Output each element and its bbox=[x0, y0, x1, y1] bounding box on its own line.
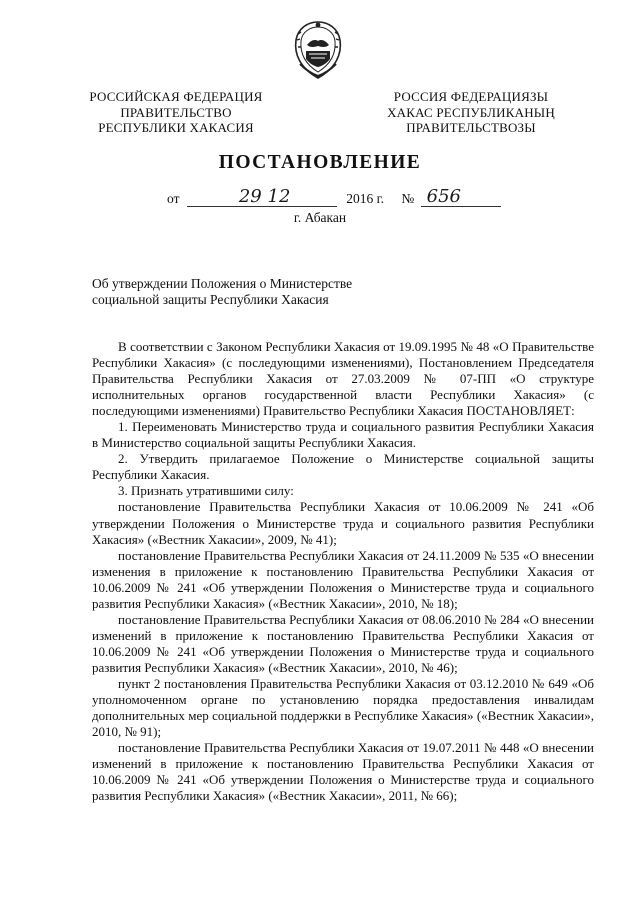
year-label: 2016 г. bbox=[346, 191, 384, 206]
repealed-item-3: постановление Правительства Республики Хакасия от 08.06.2010 № 284 «О внесении изменений в приложение к постановлению Правительства Республики Хакасия от 10.06.2009 № 241 «Об утверждении Положения о Министерстве труда и социального развития Республики Хакасия» («Вестник Хакасии», 2010, № 46); bbox=[92, 611, 594, 675]
number-blank bbox=[421, 186, 501, 207]
header-khakas bbox=[380, 89, 562, 136]
city-label: г. Абакан bbox=[293, 210, 347, 225]
repealed-item-4: пункт 2 постановления Правительства Республики Хакасия от 03.12.2010 № 649 «Об уполномоченном органе по установлению порядка предоставления инвалидам дополнительных мер социальной поддержки в Республике Хакасия» («Вестник Хакасии», 2010, № 91); bbox=[92, 675, 594, 740]
header-ru-line-1: РОССИЙСКАЯ ФЕДЕРАЦИЯ bbox=[89, 89, 263, 104]
header-ru-line-2: ПРАВИТЕЛЬСТВО bbox=[120, 104, 232, 120]
clause-1-paragraph: 1. Переименовать Министерство труда и социального развития Республики Хакасия в Министерство социальной защиты Республики Хакасия. bbox=[92, 419, 594, 451]
clause-2-paragraph: 2. Утвердить прилагаемое Положение о Министерстве социальной защиты Республики Хакасия. bbox=[92, 451, 594, 483]
header-khakas-line-1: РОССИЯ ФЕДЕРАЦИЯЗЫ bbox=[393, 89, 549, 104]
handwritten-date: 29 12 bbox=[238, 186, 291, 207]
coat-of-arms-emblem bbox=[292, 20, 344, 80]
subject-line-1: Об утверждении Положения о Министерстве bbox=[92, 276, 353, 291]
repealed-item-1: постановление Правительства Республики Хакасия от 10.06.2009 № 241 «Об утверждении Положения о Министерстве труда и социального развития Республики Хакасия» («Вестник Хакасии», 2009, № 41); bbox=[92, 499, 594, 547]
document-subject bbox=[92, 276, 412, 308]
header-ru bbox=[84, 89, 268, 136]
clause-3-paragraph: 3. Признать утратившими силу: bbox=[118, 483, 294, 499]
number-label: № bbox=[401, 191, 415, 206]
header-khakas-line-3: ПРАВИТЕЛЬСТВОЗЫ bbox=[406, 120, 536, 135]
handwritten-number: 656 bbox=[426, 186, 461, 207]
date-number-line bbox=[167, 186, 501, 209]
date-blank bbox=[187, 186, 337, 207]
from-label: от bbox=[167, 191, 180, 206]
repealed-item-5: постановление Правительства Республики Хакасия от 19.07.2011 № 448 «О внесении изменений в приложение к постановлению Правительства Республики Хакасия от 10.06.2009 № 241 «Об утверждении Положения о Министерстве труда и социального развития Республики Хакасия» («Вестник Хакасии», 2011, № 66); bbox=[92, 740, 594, 804]
document-body bbox=[92, 339, 594, 804]
document-title: ПОСТАНОВЛЕНИЕ bbox=[218, 152, 422, 173]
header-khakas-line-2: ХАКАС РЕСПУБЛИКАНЫҢ bbox=[387, 104, 555, 120]
header-ru-line-3: РЕСПУБЛИКИ ХАКАСИЯ bbox=[98, 120, 254, 135]
preamble-paragraph: В соответствии с Законом Республики Хакасия от 19.09.1995 № 48 «О Правительстве Республики Хакасия» (с последующими изменениями), Постановлением Председателя Правительства Республики Хакасия от 27.03.2009 № 07-ПП «О структуре исполнительных органов государственной власти Республики Хакасия» (с последующими изменениями) Правительство Республики Хакасия ПОСТАНОВЛЯЕТ: bbox=[92, 339, 594, 419]
repealed-item-2: постановление Правительства Республики Хакасия от 24.11.2009 № 535 «О внесении изменения в приложение к постановлению Правительства Республики Хакасия от 10.06.2009 № 241 «Об утверждении Положения о Министерстве труда и социального развития Республики Хакасия» («Вестник Хакасии», 2010, № 18); bbox=[92, 547, 594, 611]
subject-line-2: социальной защиты Республики Хакасия bbox=[92, 292, 329, 307]
